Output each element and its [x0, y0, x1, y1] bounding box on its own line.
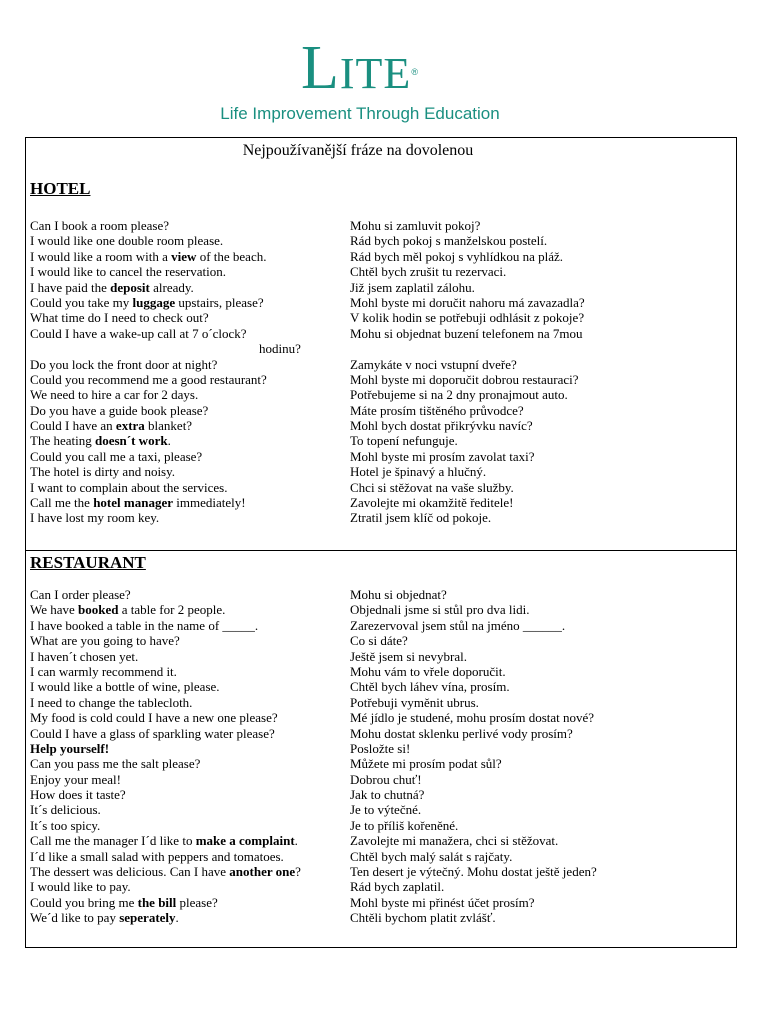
phrase-row [30, 587, 730, 602]
phrase-keyword: the bill [137, 894, 177, 910]
english-phrase [30, 249, 350, 264]
czech-translation: Již jsem zaplatil zálohu. [350, 279, 475, 295]
phrase-text: a table for 2 people. [118, 602, 226, 618]
czech-translation: Můžete mi prosím podat sůl? [350, 756, 502, 772]
phrase-keyword: luggage [132, 294, 176, 310]
english-phrase [30, 510, 350, 525]
english-phrase [30, 280, 350, 295]
czech-translation: Chtěl bych láhev vína, prosím. [350, 679, 510, 695]
phrase-text: I haven´t chosen yet. [30, 648, 139, 664]
phrase-row [30, 726, 730, 741]
phrase-text: blanket? [144, 418, 193, 434]
english-phrase [30, 387, 350, 402]
czech-translation: Zavolejte mi okamžitě ředitele! [350, 495, 514, 511]
english-phrase [30, 433, 350, 448]
czech-translation: Je to výtečné. [350, 802, 422, 818]
phrase-text: We´d like to pay [30, 910, 120, 926]
czech-translation: Mohu si objednat buzení telefonem na 7mou [350, 325, 583, 341]
phrase-keyword: make a complaint [195, 833, 295, 849]
english-phrase [30, 264, 350, 279]
czech-translation: Potřebuji vyměnit ubrus. [350, 694, 479, 710]
phrase-row [30, 280, 730, 295]
phrase-row [30, 264, 730, 279]
hotel-phrase-list [30, 218, 730, 526]
phrase-row [30, 802, 730, 817]
czech-translation: Mohu vám to vřele doporučit. [350, 663, 506, 679]
hotel-section [26, 138, 736, 551]
english-phrase [30, 849, 350, 864]
phrase-keyword: doesn´t work [94, 433, 168, 449]
phrase-row [30, 357, 730, 372]
phrase-row [30, 218, 730, 233]
czech-translation: Mohl byste mi doručit nahoru má zavazadla? [350, 294, 585, 310]
phrase-row [30, 741, 730, 756]
czech-translation: Ještě jsem si nevybral. [350, 648, 467, 664]
english-phrase [30, 602, 350, 617]
english-phrase [30, 772, 350, 787]
phrase-text: Could you call me a taxi, please? [30, 448, 203, 464]
phrase-text: I would like to cancel the reservation. [30, 264, 227, 280]
czech-translation: Mohl byste mi doporučit dobrou restauraci? [350, 371, 579, 387]
phrase-text: Enjoy your meal! [30, 771, 121, 787]
english-phrase [30, 864, 350, 879]
phrase-text: Could you recommend me a good restaurant? [30, 371, 267, 387]
phrase-row [30, 910, 730, 925]
phrase-row [30, 649, 730, 664]
phrase-row [30, 895, 730, 910]
phrase-text: Can I book a room please? [30, 218, 169, 233]
english-phrase [30, 495, 350, 510]
phrase-row [30, 833, 730, 848]
hotel-heading: HOTEL [30, 179, 91, 198]
english-phrase [30, 802, 350, 817]
english-phrase [30, 695, 350, 710]
translation-wrap: hodinu? [259, 341, 301, 357]
czech-translation: Chtěli bychom platit zvlášť. [350, 910, 496, 926]
phrase-text: I´d like a small salad with peppers and tomatoes. [30, 848, 284, 864]
czech-translation: Mé jídlo je studené, mohu prosím dostat nové? [350, 710, 595, 726]
phrase-row [30, 510, 730, 525]
english-phrase [30, 480, 350, 495]
czech-translation: Rád bych měl pokoj s vyhlídkou na pláž. [350, 248, 564, 264]
czech-translation: Zamykáte v noci vstupní dveře? [350, 356, 517, 372]
phrase-row [30, 418, 730, 433]
phrase-row [30, 633, 730, 648]
english-phrase [30, 618, 350, 633]
document-title: Nejpoužívanější fráze na dovolenou [242, 142, 474, 159]
english-phrase [30, 649, 350, 664]
phrase-row [30, 695, 730, 710]
english-phrase [30, 710, 350, 725]
phrase-keyword: Help yourself! [30, 740, 110, 756]
czech-translation: To topení nefunguje. [350, 433, 458, 449]
phrase-row [30, 249, 730, 264]
phrase-row [30, 310, 730, 325]
czech-translation: Co si dáte? [350, 633, 408, 649]
logo-wordmark: LITE® [301, 34, 419, 102]
phrase-text: The hotel is dirty and noisy. [30, 464, 176, 480]
phrase-keyword: another one [229, 864, 296, 880]
czech-translation: Chtěl bych malý salát s rajčaty. [350, 848, 513, 864]
phrase-text: I need to change the tablecloth. [30, 694, 193, 710]
phrase-row [30, 787, 730, 802]
czech-translation: Chtěl bych zrušit tu rezervaci. [350, 264, 507, 280]
phrase-row [30, 372, 730, 387]
czech-translation: Zavolejte mi manažera, chci si stěžovat. [350, 833, 559, 849]
czech-translation: Ztratil jsem klíč od pokoje. [350, 510, 492, 526]
phrase-text: ? [295, 864, 301, 880]
phrase-row [30, 664, 730, 679]
czech-translation: Mohu dostat sklenku perlivé vody prosím? [350, 725, 573, 741]
phrase-text: We have [30, 602, 79, 618]
phrase-sheet [25, 137, 737, 948]
logo-tagline: Life Improvement Through Education [220, 104, 500, 123]
english-phrase [30, 833, 350, 848]
phrase-text: . [167, 433, 171, 449]
phrase-text: I would like a bottle of wine, please. [30, 679, 220, 695]
phrase-text: Can I order please? [30, 587, 131, 602]
phrase-text: of the beach. [196, 248, 267, 264]
phrase-row [30, 403, 730, 418]
english-phrase [30, 787, 350, 802]
phrase-keyword: deposit [110, 279, 150, 295]
english-phrase [30, 295, 350, 310]
phrase-text: please? [176, 894, 218, 910]
phrase-row [30, 602, 730, 617]
phrase-text: immediately! [172, 495, 246, 511]
phrase-keyword: seperately [119, 910, 176, 926]
english-phrase [30, 879, 350, 894]
phrase-text: It´s delicious. [30, 802, 101, 818]
english-phrase [30, 233, 350, 248]
czech-translation: Rád bych zaplatil. [350, 879, 445, 895]
phrase-keyword: booked [78, 602, 119, 618]
english-phrase [30, 418, 350, 433]
czech-translation: Mohl bych dostat přikrývku navíc? [350, 418, 533, 434]
phrase-text: Could I have a wake-up call at 7 o´clock? [30, 325, 247, 341]
phrase-row [30, 480, 730, 495]
english-phrase [30, 910, 350, 925]
restaurant-section [26, 550, 736, 947]
restaurant-heading: RESTAURANT [30, 553, 146, 572]
english-phrase [30, 726, 350, 741]
phrase-row [30, 818, 730, 833]
phrase-text: What time do I need to check out? [30, 310, 209, 326]
czech-translation: Zarezervoval jsem stůl na jméno ______. [350, 617, 566, 633]
phrase-row [30, 772, 730, 787]
english-phrase [30, 310, 350, 325]
phrase-row [30, 326, 730, 357]
phrase-text: I can warmly recommend it. [30, 663, 177, 679]
phrase-text: I would like to pay. [30, 879, 131, 895]
phrase-text: already. [149, 279, 194, 295]
phrase-text: How does it taste? [30, 787, 126, 803]
phrase-text: I have paid the [30, 279, 111, 295]
phrase-row [30, 387, 730, 402]
phrase-row [30, 679, 730, 694]
phrase-row [30, 449, 730, 464]
phrase-text: I have booked a table in the name of _____. [30, 617, 259, 633]
phrase-row [30, 618, 730, 633]
czech-translation: Mohl byste mi přinést účet prosím? [350, 894, 535, 910]
english-phrase [30, 326, 350, 357]
phrase-text: Could I have a glass of sparkling water please? [30, 725, 275, 741]
english-phrase [30, 895, 350, 910]
phrase-row [30, 864, 730, 879]
czech-translation: Rád bych pokoj s manželskou postelí. [350, 233, 548, 249]
phrase-text: . [175, 910, 179, 926]
czech-translation: Mohu si zamluvit pokoj? [350, 218, 481, 233]
phrase-text: Do you lock the front door at night? [30, 356, 218, 372]
phrase-text: I would like one double room please. [30, 233, 224, 249]
registered-mark: ® [411, 67, 419, 77]
english-phrase [30, 587, 350, 602]
phrase-text: We need to hire a car for 2 days. [30, 387, 199, 403]
czech-translation: Hotel je špinavý a hlučný. [350, 464, 487, 480]
restaurant-phrase-list [30, 587, 730, 926]
phrase-text: I would like a room with a [30, 248, 172, 264]
phrase-row [30, 879, 730, 894]
phrase-row [30, 849, 730, 864]
phrase-keyword: extra [115, 418, 145, 434]
lite-logo [0, 34, 720, 124]
czech-translation: Dobrou chuť! [350, 771, 422, 787]
english-phrase [30, 357, 350, 372]
phrase-text: Call me the manager I´d like to [30, 833, 196, 849]
english-phrase [30, 664, 350, 679]
phrase-text: upstairs, please? [175, 294, 264, 310]
phrase-row [30, 433, 730, 448]
phrase-text: Can you pass me the salt please? [30, 756, 201, 772]
phrase-keyword: view [171, 248, 197, 264]
czech-translation: Je to příliš kořeněné. [350, 817, 459, 833]
phrase-text: The dessert was delicious. Can I have [30, 864, 230, 880]
english-phrase [30, 464, 350, 479]
phrase-keyword: hotel manager [93, 495, 173, 511]
czech-translation: Potřebujeme si na 2 dny pronajmout auto. [350, 387, 568, 403]
english-phrase [30, 403, 350, 418]
english-phrase [30, 818, 350, 833]
english-phrase [30, 679, 350, 694]
english-phrase [30, 372, 350, 387]
phrase-text: Could you take my [30, 294, 133, 310]
phrase-text: . [294, 833, 298, 849]
czech-translation: Posložte si! [350, 740, 411, 756]
phrase-row [30, 295, 730, 310]
phrase-text: It´s too spicy. [30, 817, 101, 833]
phrase-row [30, 710, 730, 725]
czech-translation: V kolik hodin se potřebuji odhlásit z pokoje? [350, 310, 585, 326]
phrase-text: Call me the [30, 495, 94, 511]
phrase-text: I have lost my room key. [30, 510, 160, 526]
phrase-text: Could you bring me [30, 894, 138, 910]
english-phrase [30, 633, 350, 648]
czech-translation: Máte prosím tištěného průvodce? [350, 402, 524, 418]
czech-translation: Jak to chutná? [350, 787, 425, 803]
phrase-row [30, 495, 730, 510]
phrase-text: Could I have an [30, 418, 116, 434]
phrase-text: What are you going to have? [30, 633, 180, 649]
czech-translation: Chci si stěžovat na vaše služby. [350, 479, 514, 495]
english-phrase [30, 741, 350, 756]
english-phrase [30, 756, 350, 771]
english-phrase [30, 218, 350, 233]
czech-translation: Mohu si objednat? [350, 587, 447, 602]
phrase-text: I want to complain about the services. [30, 479, 228, 495]
english-phrase [30, 449, 350, 464]
phrase-text: My food is cold could I have a new one please? [30, 710, 278, 726]
czech-translation: Mohl byste mi prosím zavolat taxi? [350, 448, 535, 464]
phrase-text: The heating [30, 433, 95, 449]
czech-translation: Objednali jsme si stůl pro dva lidi. [350, 602, 530, 618]
czech-translation: Ten desert je výtečný. Mohu dostat ještě jeden? [350, 864, 597, 880]
phrase-row [30, 464, 730, 479]
phrase-text: Do you have a guide book please? [30, 402, 209, 418]
phrase-row [30, 756, 730, 771]
phrase-row [30, 233, 730, 248]
